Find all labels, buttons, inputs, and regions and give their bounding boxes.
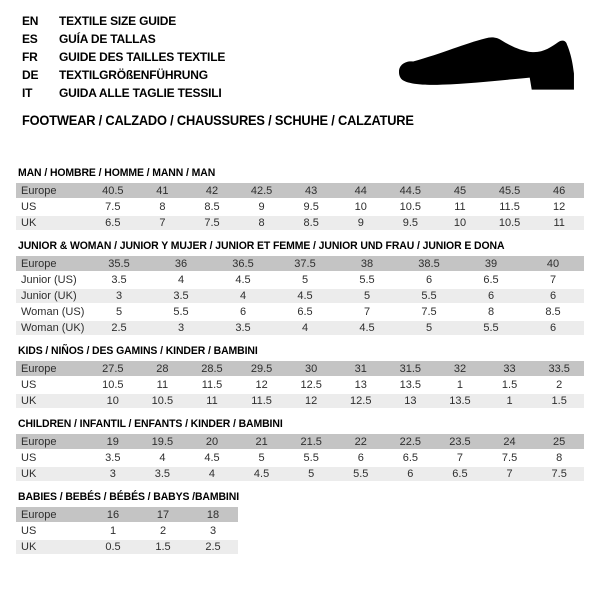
size-cell: 8.5 — [545, 306, 561, 318]
size-cell: 10.5 — [485, 215, 535, 231]
size-section — [16, 240, 584, 337]
table-row — [16, 539, 238, 555]
size-cell: 12.5 — [300, 379, 322, 391]
size-cell: 12.5 — [336, 393, 386, 409]
size-cell: 10.5 — [102, 379, 124, 391]
table-row — [16, 304, 584, 320]
table-row — [16, 377, 584, 393]
size-cell: 4 — [177, 274, 185, 286]
size-cell: 12 — [286, 393, 336, 409]
size-cell: 2.5 — [188, 539, 238, 555]
size-cell: 5.5 — [460, 320, 522, 336]
row-label: Europe — [16, 507, 88, 523]
page-header — [0, 0, 600, 128]
size-cell: 16 — [88, 507, 138, 523]
table-row — [16, 183, 584, 199]
row-label: US — [21, 201, 37, 213]
size-section-title: CHILDREN / INFANTIL / ENFANTS / KINDER / BAMBINI — [18, 418, 283, 430]
size-cell: 23.5 — [435, 434, 485, 450]
size-cell: 1.5 — [534, 393, 584, 409]
size-cell: 36 — [150, 256, 212, 272]
size-cell: 11.5 — [237, 393, 287, 409]
size-cell: 5.5 — [173, 306, 189, 318]
shoe-icon — [397, 33, 583, 93]
size-cell: 31 — [336, 361, 386, 377]
language-code: IT — [22, 86, 33, 100]
row-label: US — [21, 452, 37, 464]
language-code: FR — [22, 50, 38, 64]
size-cell: 9 — [258, 201, 265, 213]
size-cell: 6.5 — [435, 466, 485, 482]
size-cell: 45 — [435, 183, 485, 199]
language-title: TEXTILGRÖßENFÜHRUNG — [59, 68, 208, 82]
size-cell: 1 — [109, 525, 117, 537]
size-cell: 2 — [159, 525, 167, 537]
size-cell: 24 — [485, 434, 535, 450]
language-code: ES — [22, 32, 38, 46]
table-row — [16, 272, 584, 288]
size-cell: 36.5 — [212, 256, 274, 272]
size-cell: 19 — [88, 434, 138, 450]
size-cell: 35.5 — [88, 256, 150, 272]
size-section — [16, 167, 584, 232]
language-title: GUIDA ALLE TAGLIE TESSILI — [59, 86, 222, 100]
size-cell: 6.5 — [483, 274, 499, 286]
language-row — [22, 12, 584, 30]
size-cell: 3 — [88, 288, 150, 304]
table-row — [16, 450, 584, 466]
size-cell: 21.5 — [286, 434, 336, 450]
size-cell: 17 — [138, 507, 188, 523]
size-cell: 9.5 — [303, 201, 319, 213]
size-cell: 40 — [522, 256, 584, 272]
language-code: DE — [22, 68, 39, 82]
size-cell: 5.5 — [359, 274, 375, 286]
size-cell: 45.5 — [485, 183, 535, 199]
size-cell: 22 — [336, 434, 386, 450]
size-cell: 6 — [386, 466, 436, 482]
size-cell: 8 — [159, 201, 166, 213]
size-cell: 3.5 — [105, 452, 121, 464]
size-cell: 8 — [237, 215, 287, 231]
size-cell: 4 — [274, 320, 336, 336]
table-row — [16, 523, 238, 539]
size-cell: 5.5 — [303, 452, 319, 464]
size-cell: 8 — [556, 452, 563, 464]
row-label: Europe — [16, 361, 88, 377]
size-cell: 6 — [522, 288, 584, 304]
size-cell: 5 — [258, 452, 265, 464]
row-label: Woman (US) — [21, 306, 85, 318]
table-row — [16, 199, 584, 215]
size-cell: 40.5 — [88, 183, 138, 199]
size-cell: 6.5 — [297, 306, 313, 318]
size-cell: 25 — [534, 434, 584, 450]
size-cell: 42.5 — [237, 183, 287, 199]
size-section — [16, 491, 584, 556]
size-cell: 10.5 — [138, 393, 188, 409]
size-cell: 6 — [239, 306, 247, 318]
size-cell: 7.5 — [105, 201, 121, 213]
language-title: TEXTILE SIZE GUIDE — [59, 14, 177, 28]
size-cell: 4.5 — [336, 320, 398, 336]
table-row — [16, 256, 584, 272]
size-cell: 37.5 — [274, 256, 336, 272]
size-cell: 44 — [336, 183, 386, 199]
size-cell: 3 — [88, 466, 138, 482]
table-row — [16, 434, 584, 450]
size-cell: 3 — [209, 525, 217, 537]
size-cell: 3 — [150, 320, 212, 336]
size-cell: 9.5 — [386, 215, 436, 231]
size-cell: 28 — [138, 361, 188, 377]
size-cell: 12 — [553, 201, 566, 213]
size-cell: 31.5 — [386, 361, 436, 377]
size-cell: 8.5 — [204, 201, 220, 213]
size-section — [16, 418, 584, 483]
size-cell: 7.5 — [421, 306, 437, 318]
size-cell: 7 — [138, 215, 188, 231]
size-cell: 6 — [357, 452, 364, 464]
size-cell: 18 — [188, 507, 238, 523]
size-cell: 33 — [485, 361, 535, 377]
table-row — [16, 507, 238, 523]
row-label: US — [21, 379, 37, 391]
size-cell: 8 — [487, 306, 495, 318]
size-cell: 7 — [549, 274, 557, 286]
size-section-title: MAN / HOMBRE / HOMME / MANN / MAN — [18, 167, 216, 179]
size-cell: 46 — [534, 183, 584, 199]
language-title: GUÍA DE TALLAS — [59, 32, 156, 46]
size-cell: 43 — [286, 183, 336, 199]
size-cell: 38 — [336, 256, 398, 272]
row-label: Europe — [16, 256, 88, 272]
size-cell: 6 — [425, 274, 433, 286]
size-cell: 3.5 — [212, 320, 274, 336]
size-table — [16, 361, 584, 410]
language-code: EN — [22, 14, 39, 28]
table-row — [16, 361, 584, 377]
size-cell: 41 — [138, 183, 188, 199]
size-section — [16, 345, 584, 410]
size-cell: 32 — [435, 361, 485, 377]
size-cell: 4.5 — [204, 452, 220, 464]
size-cell: 2 — [556, 379, 563, 391]
size-section-title: JUNIOR & WOMAN / JUNIOR Y MUJER / JUNIOR ET FEMME / JUNIOR UND FRAU / JUNIOR E DONA — [18, 240, 505, 252]
language-title: GUIDE DES TAILLES TEXTILE — [59, 50, 226, 64]
size-cell: 44.5 — [386, 183, 436, 199]
size-cell: 3.5 — [150, 288, 212, 304]
category-title: FOOTWEAR / CALZADO / CHAUSSURES / SCHUHE / CALZATURE — [22, 113, 414, 128]
size-cell: 13.5 — [399, 379, 422, 391]
size-section-title: BABIES / BEBÉS / BÉBÉS / BABYS /BAMBINI — [18, 491, 240, 503]
size-cell: 9 — [336, 215, 386, 231]
size-cell: 27.5 — [88, 361, 138, 377]
size-cell: 11 — [454, 201, 466, 213]
size-cell: 19.5 — [138, 434, 188, 450]
size-cell: 5.5 — [336, 466, 386, 482]
size-cell: 11.5 — [201, 379, 223, 391]
size-cell: 7 — [485, 466, 535, 482]
size-table — [16, 256, 584, 337]
row-label: UK — [16, 215, 88, 231]
size-cell: 7.5 — [187, 215, 237, 231]
size-cell: 7 — [363, 306, 371, 318]
size-cell: 10 — [88, 393, 138, 409]
size-cell: 10 — [435, 215, 485, 231]
size-cell: 1.5 — [138, 539, 188, 555]
row-label: Woman (UK) — [16, 320, 88, 336]
table-row — [16, 288, 584, 304]
size-cell: 28.5 — [187, 361, 237, 377]
size-cell: 0.5 — [88, 539, 138, 555]
row-label: UK — [16, 539, 88, 555]
size-table — [16, 507, 238, 556]
size-cell: 7 — [456, 452, 464, 464]
size-cell: 5 — [115, 306, 123, 318]
size-cell: 12 — [255, 379, 268, 391]
size-cell: 4.5 — [274, 288, 336, 304]
size-cell: 5 — [336, 288, 398, 304]
size-cell: 6.5 — [88, 215, 138, 231]
size-cell: 5 — [301, 274, 309, 286]
size-cell: 21 — [237, 434, 287, 450]
size-cell: 39 — [460, 256, 522, 272]
size-cell: 4 — [212, 288, 274, 304]
size-section-title: KIDS / NIÑOS / DES GAMINS / KINDER / BAMBINI — [18, 345, 258, 357]
size-cell: 11 — [187, 393, 237, 409]
row-label: US — [21, 525, 37, 537]
size-cell: 29.5 — [237, 361, 287, 377]
row-label: Europe — [16, 183, 88, 199]
size-cell: 13 — [386, 393, 436, 409]
size-cell: 4 — [159, 452, 166, 464]
size-cell: 3.5 — [138, 466, 188, 482]
size-cell: 6 — [460, 288, 522, 304]
size-cell: 1 — [456, 379, 464, 391]
size-cell: 1 — [485, 393, 535, 409]
size-cell: 4.5 — [235, 274, 251, 286]
size-cell: 38.5 — [398, 256, 460, 272]
size-cell: 22.5 — [386, 434, 436, 450]
size-cell: 5 — [398, 320, 460, 336]
size-cell: 13 — [354, 379, 367, 391]
row-label: Junior (UK) — [16, 288, 88, 304]
size-cell: 4.5 — [237, 466, 287, 482]
table-row — [16, 320, 584, 336]
size-cell: 1.5 — [501, 379, 518, 391]
size-cell: 5.5 — [398, 288, 460, 304]
size-cell: 2.5 — [88, 320, 150, 336]
size-cell: 10.5 — [399, 201, 422, 213]
table-row — [16, 466, 584, 482]
size-cell: 3.5 — [111, 274, 127, 286]
size-cell: 8.5 — [286, 215, 336, 231]
size-cell: 6.5 — [402, 452, 418, 464]
row-label: Junior (US) — [21, 274, 77, 286]
size-cell: 20 — [187, 434, 237, 450]
size-cell: 10 — [354, 201, 367, 213]
row-label: UK — [16, 393, 88, 409]
size-cell: 4 — [187, 466, 237, 482]
size-table — [16, 183, 584, 232]
table-row — [16, 215, 584, 231]
size-cell: 6 — [522, 320, 584, 336]
table-row — [16, 393, 584, 409]
size-cell: 30 — [286, 361, 336, 377]
row-label: UK — [16, 466, 88, 482]
size-cell: 33.5 — [534, 361, 584, 377]
size-cell: 5 — [286, 466, 336, 482]
size-cell: 7.5 — [501, 452, 518, 464]
size-cell: 11 — [156, 379, 169, 391]
row-label: Europe — [16, 434, 88, 450]
size-cell: 11.5 — [499, 201, 520, 213]
size-table — [16, 434, 584, 483]
size-cell: 13.5 — [435, 393, 485, 409]
size-cell: 11 — [534, 215, 584, 231]
size-tables — [0, 167, 600, 556]
size-cell: 7.5 — [534, 466, 584, 482]
size-cell: 42 — [187, 183, 237, 199]
